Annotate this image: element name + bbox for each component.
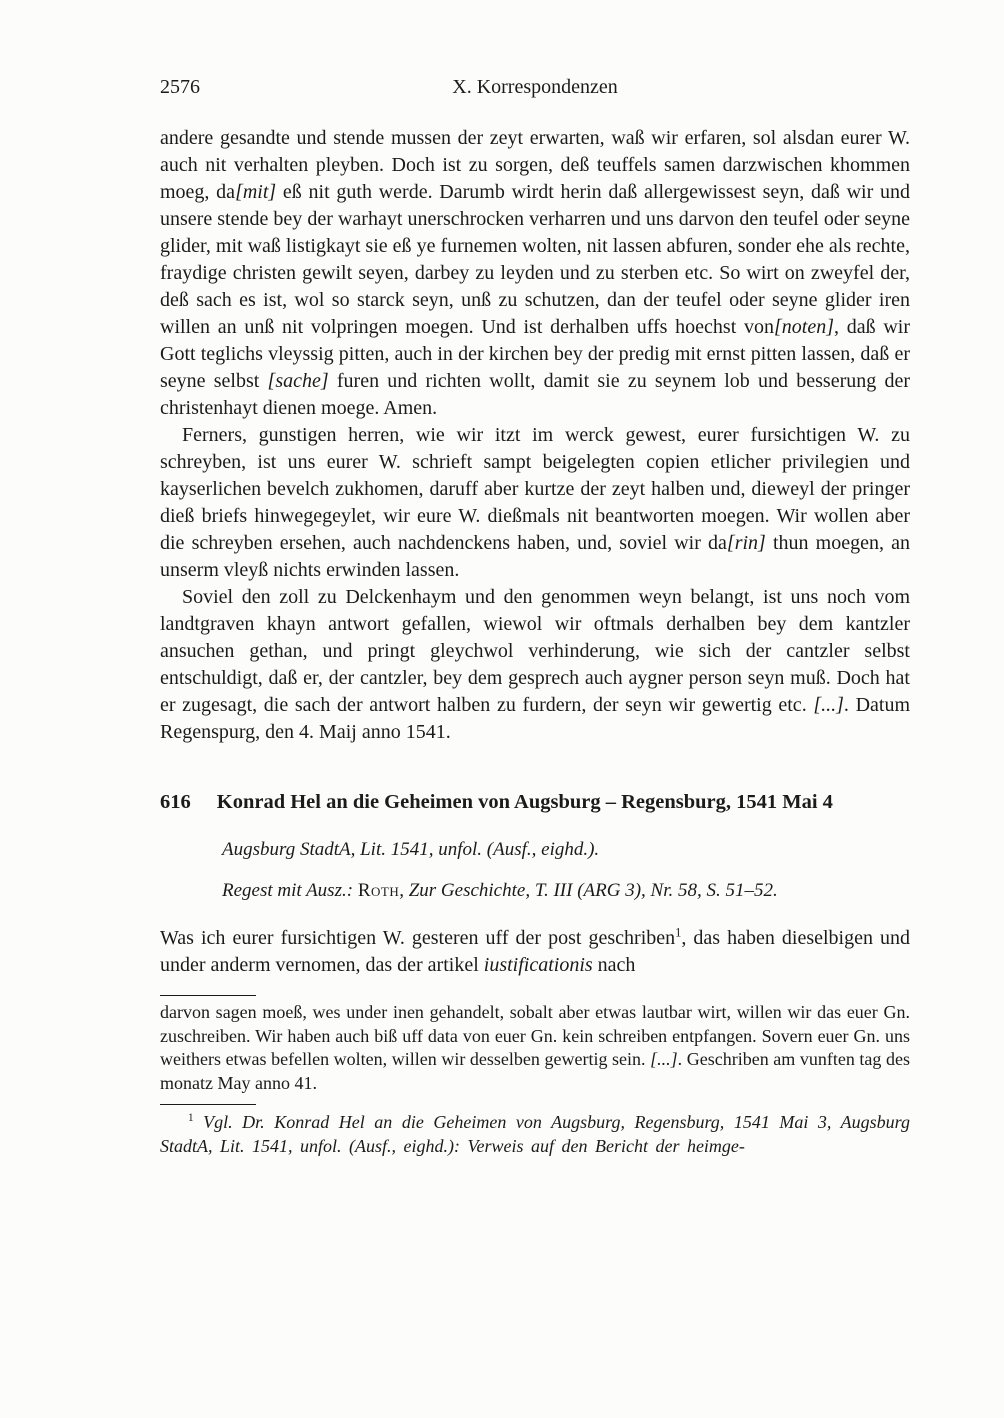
text-run: thun moegen, an unserm vleyß nichts erwinden lassen. xyxy=(160,532,910,581)
entry-heading xyxy=(160,788,910,816)
footnote-continuation xyxy=(160,1001,910,1095)
editorial-insertion: [mit] xyxy=(235,181,277,203)
text-run: , daß wir Gott teglichs vleyssig pitten, auch in der kirchen bey der predig mit ernst pitten lassen, daß er seyne selbst xyxy=(160,316,910,392)
text-run: furen und richten wollt, damit sie zu seynem lob und besserung der christenhayt dienen moege. Amen. xyxy=(160,370,910,419)
page-number: 2576 xyxy=(160,76,200,98)
text-run: , das haben dieselbigen und under anderm vernomen, das der artikel xyxy=(160,927,911,976)
editorial-insertion: [sache] xyxy=(267,370,329,392)
footnote-text: Vgl. Dr. Konrad Hel an die Geheimen von Augsburg, Regensburg, 1541 Mai 3, Augsburg StadtA, Lit. 1541, unfol. (Ausf., eighd.): Verweis auf den Bericht der heimge- xyxy=(160,1112,910,1156)
footnote-separator xyxy=(160,1104,256,1105)
letter-paragraph xyxy=(160,925,910,979)
regest-prefix: Regest mit Ausz.: xyxy=(222,880,358,901)
text-run: Soviel den zoll zu Delckenhaym und den genommen weyn belangt, ist uns noch vom landtgraven khayn antwort gefallen, wiewol wir oftmals derhalben bey dem kantzler ansuchen gethan, und pringt gleychwol verhinderung, wie sich der cantzler selbst entschuldigt, daß er, der cantzler, bey dem gesprech auch aygner person seyn muß. Doch hat er zugesagt, die sach der antwort halben zu furdern, der seyn wir gewertig etc. xyxy=(160,586,910,716)
footnote-ref: 1 xyxy=(675,925,682,940)
text-run: Was ich eurer fursichtigen W. gesteren uff der post geschriben xyxy=(160,927,676,949)
editorial-omission: [...] xyxy=(813,694,844,716)
paragraph-3 xyxy=(160,584,910,746)
text-run: darvon sagen moeß, wes under inen gehandelt, sobalt aber etwas lautbar wirt, willen wir das euer Gn. zuschreiben. Wir haben auch biß uff data von euer Gn. kein schreiben entpfangen. Sovern euer Gn. uns weithers etwas befellen wolten, willen wir desselben gewertig sein. xyxy=(160,1002,910,1069)
text-run: eß nit guth werde. Darumb wirdt herin daß allergewissest seyn, daß wir und unsere stende bey der warhayt unerschrocken verharren und uns darvon den teufel oder seyne glider, mit waß listigkayt sie eß ye furnemen wolten, nit lassen abfuren, sonder ehe als rechte, fraydige christen gewilt seyen, darbey zu leyden und zu sterben etc. So wirt on zweyfel der, deß sach es ist, wol so starck seyn, unß zu schutzen, dan der teufel oder seyne glider iren willen an unß nit volpringen moegen. Und ist derhalben uffs hoechst von xyxy=(160,181,911,338)
regest-author: Roth xyxy=(357,880,400,901)
editorial-omission: [...] xyxy=(650,1049,678,1069)
regest-reference: , Zur Geschichte, T. III (ARG 3), Nr. 58, S. 51–52. xyxy=(399,880,778,901)
text-run: andere gesandte und stende mussen der zeyt erwarten, waß wir erfaren, sol alsdan eurer W. auch nit verhalten pleyben. Doch ist zu sorgen, deß teuffels samen darzwischen khommen moeg, da xyxy=(160,127,910,203)
regest-line xyxy=(222,879,910,903)
paragraph-1 xyxy=(160,125,910,422)
text-run: Ferners, gunstigen herren, wie wir itzt im werck gewest, eurer fursichtigen W. zu schreyben, ist uns eurer W. schrieft sampt beigelegten copien etlicher privilegien und kayserlichen bevelch zukhomen, daruff aber kurtze der zeyt halben und, dieweyl der pringer dieß briefs hinwegegeylet, wir eure W. dießmals nit beantworten moegen. Wir wollen aber die schreyben ersehen, auch nachdenckens haben, und, soviel wir da xyxy=(160,424,910,554)
entry-title: Konrad Hel an die Geheimen von Augsburg – Regensburg, 1541 Mai 4 xyxy=(216,791,833,813)
footnote-1 xyxy=(160,1111,910,1158)
editorial-insertion: [rin] xyxy=(726,532,766,554)
latin-term: iustificationis xyxy=(483,954,593,976)
footnote-marker: 1 xyxy=(188,1112,194,1124)
editorial-insertion: [noten] xyxy=(774,316,834,338)
page-header xyxy=(160,75,910,99)
entry-number: 616 xyxy=(160,791,191,813)
paragraph-2 xyxy=(160,422,910,584)
running-head: X. Korrespondenzen xyxy=(452,76,618,98)
text-run: . Geschriben am vunften tag des monatz May anno 41. xyxy=(160,1049,910,1093)
footnote-separator xyxy=(160,995,256,996)
source-line: Augsburg StadtA, Lit. 1541, unfol. (Ausf., eighd.). xyxy=(222,839,600,860)
text-run: nach xyxy=(592,954,636,976)
text-run: . Datum Regenspurg, den 4. Maij anno 1541. xyxy=(160,694,911,743)
